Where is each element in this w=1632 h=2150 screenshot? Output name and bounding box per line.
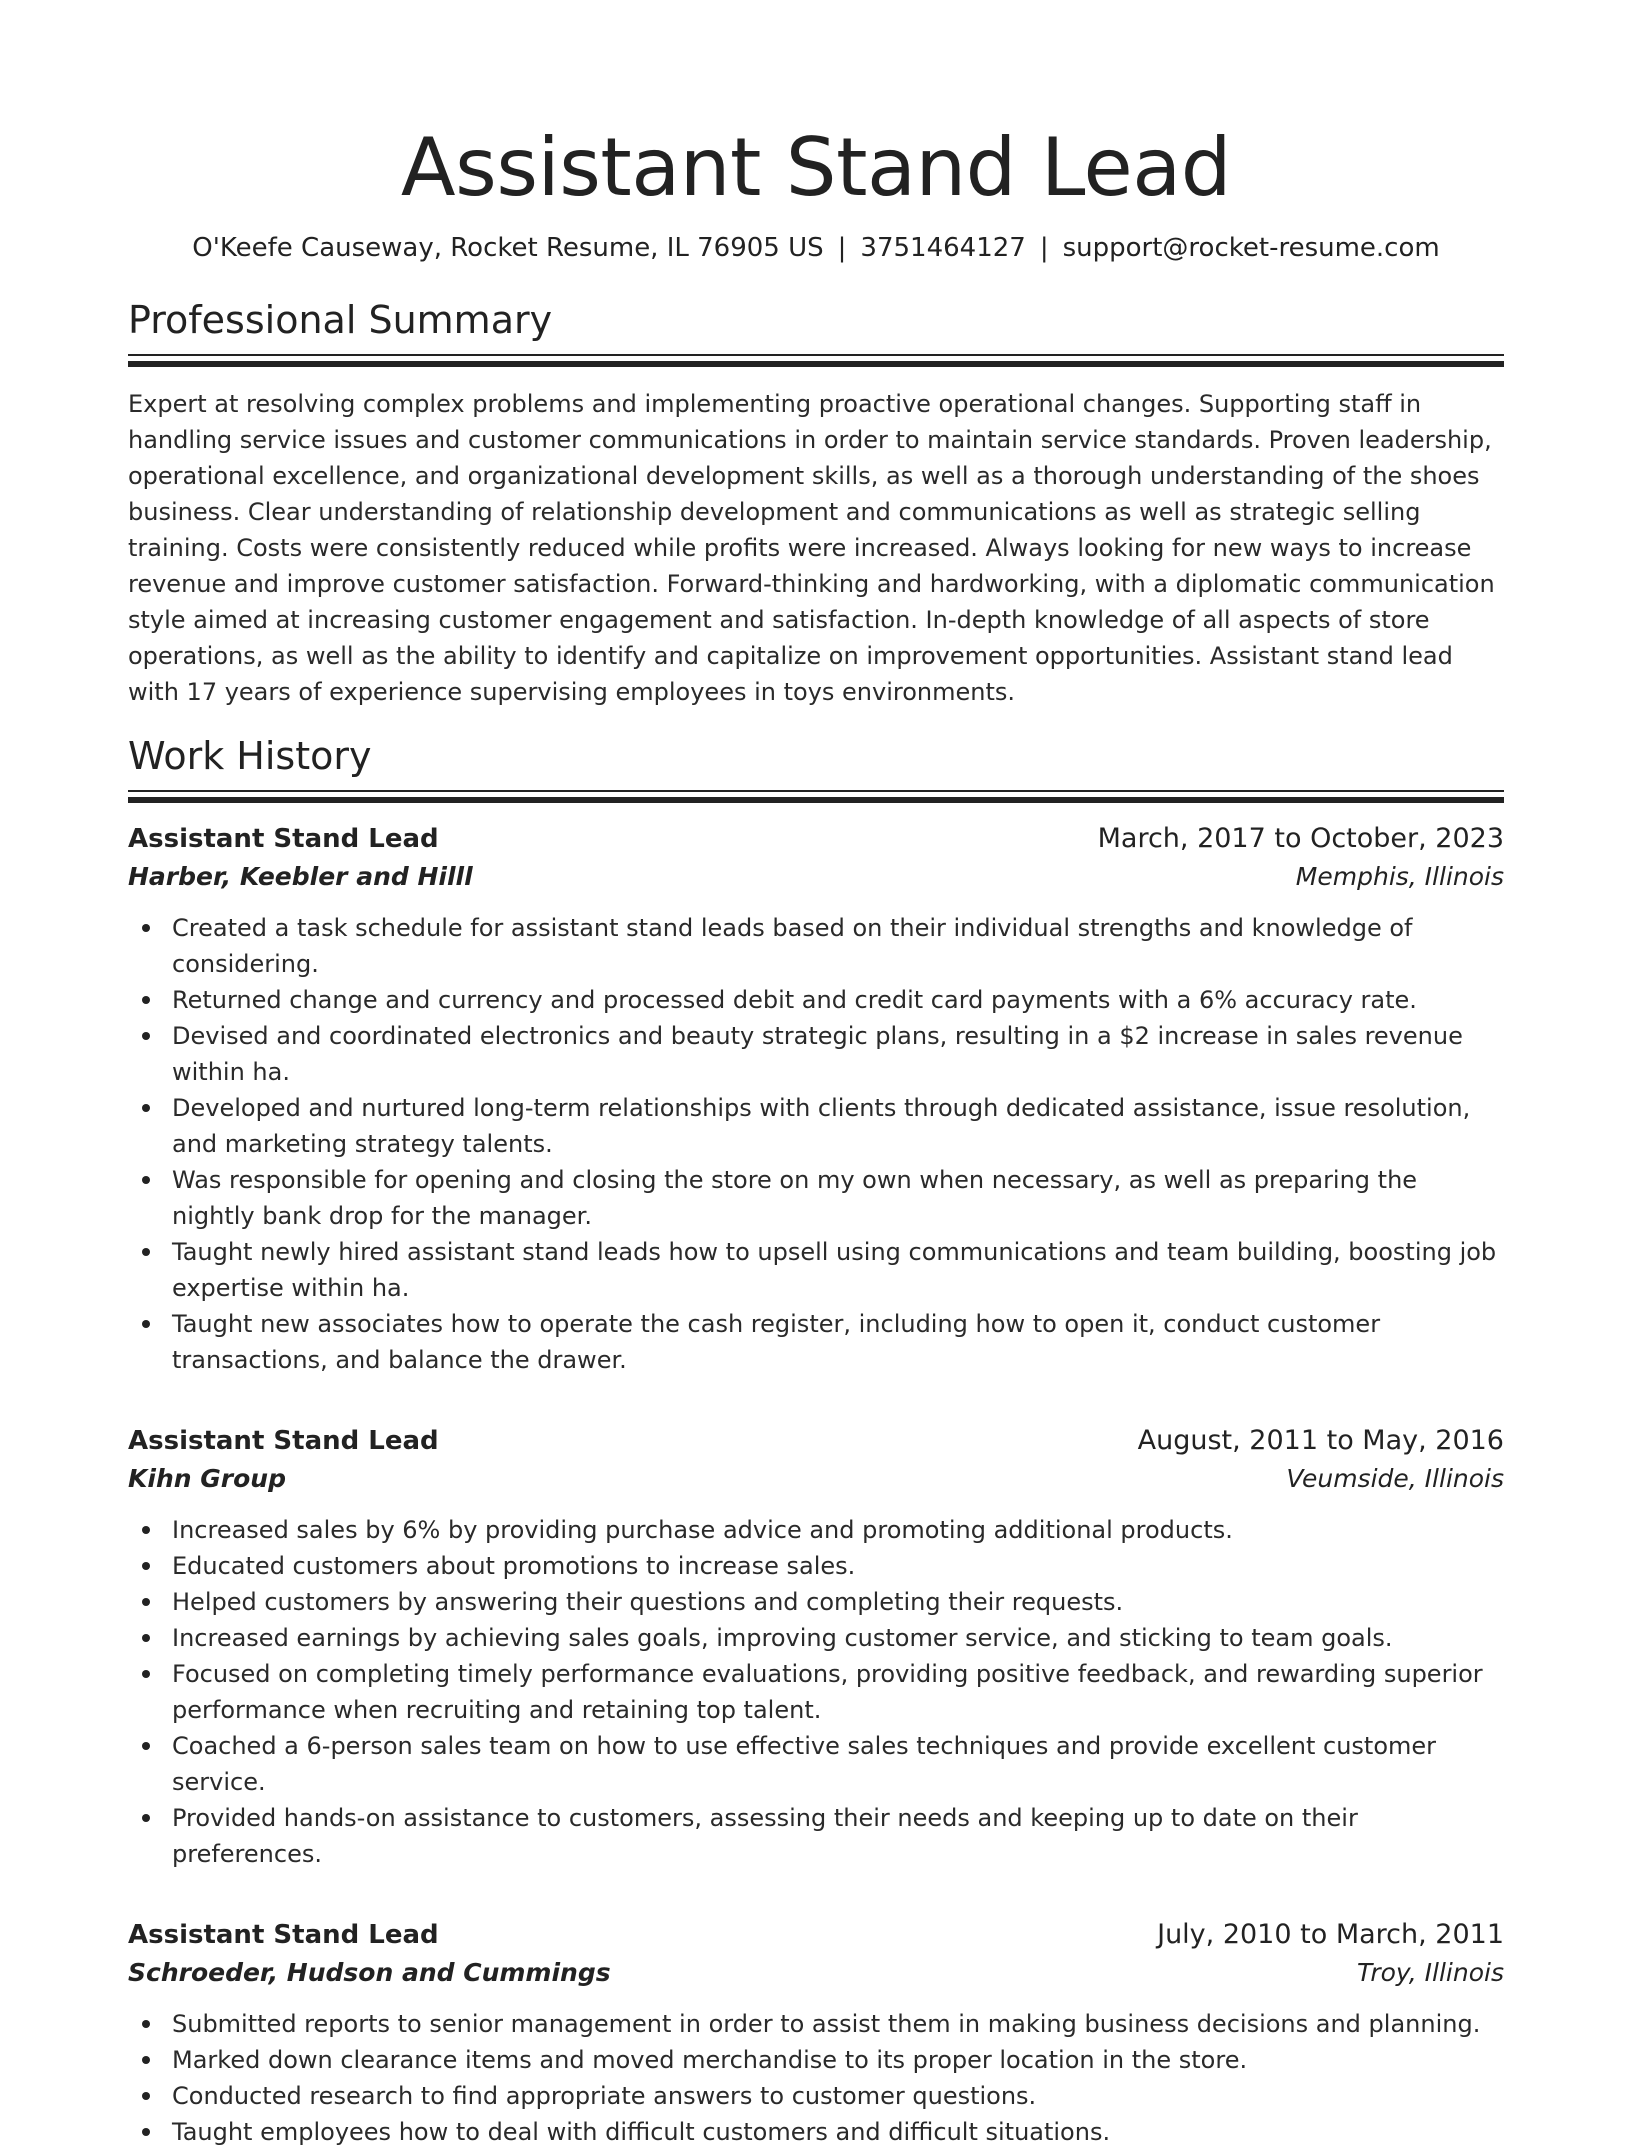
section-title-work-history: Work History: [128, 734, 372, 778]
bullet-icon: [142, 2092, 150, 2100]
job-title: Assistant Stand Lead: [128, 824, 439, 854]
bullet-icon: [142, 1814, 150, 1822]
bullet-text: Helped customers by answering their questions and completing their requests.: [172, 1588, 1124, 1616]
job-location: Memphis, Illinois: [1295, 862, 1504, 891]
bullet-icon: [142, 1598, 150, 1606]
contact-separator: |: [837, 233, 847, 263]
bullet-icon: [142, 2020, 150, 2028]
bullet-icon: [142, 2128, 150, 2136]
job-list: [128, 820, 1504, 2150]
bullet-text: Marked down clearance items and moved merchandise to its proper location in the store.: [172, 2046, 1248, 2074]
job-employer-row: [128, 1460, 1504, 1498]
job-bullet-list: [128, 1512, 1504, 1872]
list-item: [172, 1656, 1504, 1728]
bullet-text: Was responsible for opening and closing the store on my own when necessary, as well as preparing the nightly bank drop for the manager.: [172, 1166, 1418, 1230]
list-item: [172, 910, 1504, 982]
bullet-text: Taught new associates how to operate the cash register, including how to open it, conduct customer transactions, and balance the drawer.: [172, 1310, 1381, 1374]
contact-address: O'Keefe Causeway, Rocket Resume, IL 76905 US: [192, 233, 824, 263]
bullet-text: Taught employees how to deal with difficult customers and difficult situations.: [172, 2118, 1111, 2146]
job-entry: [128, 820, 1504, 1378]
bullet-icon: [142, 1526, 150, 1534]
bullet-icon: [142, 1176, 150, 1184]
bullet-text: Returned change and currency and processed debit and credit card payments with a 6% accuracy rate.: [172, 986, 1417, 1014]
contact-phone: 3751464127: [860, 233, 1026, 263]
bullet-text: Coached a 6-person sales team on how to use effective sales techniques and provide excellent customer service.: [172, 1732, 1437, 1796]
list-item: [172, 1548, 1504, 1584]
list-item: [172, 2042, 1504, 2078]
job-location: Troy, Illinois: [1357, 1958, 1504, 1987]
job-title: Assistant Stand Lead: [128, 1920, 439, 1950]
list-item: [172, 1584, 1504, 1620]
bullet-icon: [142, 924, 150, 932]
list-item: [172, 2078, 1504, 2114]
contact-separator: |: [1039, 233, 1049, 263]
work-history-section: [128, 732, 1504, 2150]
list-item: [172, 1512, 1504, 1548]
job-header-row: [128, 820, 1504, 858]
bullet-text: Educated customers about promotions to increase sales.: [172, 1552, 856, 1580]
list-item: [172, 1800, 1504, 1872]
bullet-icon: [142, 1032, 150, 1040]
job-header-row: [128, 1916, 1504, 1954]
bullet-text: Conducted research to find appropriate answers to customer questions.: [172, 2082, 1037, 2110]
section-divider: [128, 354, 1504, 364]
list-item: [172, 2114, 1504, 2150]
bullet-icon: [142, 1562, 150, 1570]
bullet-icon: [142, 1742, 150, 1750]
job-employer-row: [128, 858, 1504, 896]
summary-text: Expert at resolving complex problems and implementing proactive operational changes. Supporting staff in handling service issues and customer communications in order to maintain service standards. Proven leadership, operational excellence, and organizational development skills, as well as a thorough understanding of the shoes business. Clear understanding of relationship development and communications as well as strategic selling training. Costs were consistently reduced while profits were increased. Always looking for new ways to increase revenue and improve customer satisfaction. Forward-thinking and hardworking, with a diplomatic communication style aimed at increasing customer engagement and satisfaction. In-depth knowledge of all aspects of store operations, as well as the ability to identify and capitalize on improvement opportunities. Assistant stand lead with 17 years of experience supervising employees in toys environments.: [128, 390, 1495, 706]
job-bullet-list: [128, 910, 1504, 1378]
bullet-icon: [142, 2056, 150, 2064]
bullet-text: Submitted reports to senior management in order to assist them in making business decisions and planning.: [172, 2010, 1481, 2038]
company-name: Harber, Keebler and Hilll: [128, 862, 473, 891]
job-header-row: [128, 1422, 1504, 1460]
bullet-icon: [142, 1320, 150, 1328]
job-entry: [128, 1916, 1504, 2150]
bullet-icon: [142, 996, 150, 1004]
bullet-text: Taught newly hired assistant stand leads how to upsell using communications and team building, boosting job expertise within ha.: [172, 1238, 1497, 1302]
contact-email[interactable]: support@rocket-resume.com: [1062, 233, 1440, 263]
company-name: Kihn Group: [128, 1464, 286, 1493]
list-item: [172, 1728, 1504, 1800]
resume-page: [128, 0, 1504, 2150]
list-item: [172, 2006, 1504, 2042]
section-title-professional-summary: Professional Summary: [128, 298, 553, 342]
job-title: Assistant Stand Lead: [128, 1426, 439, 1456]
job-dates: July, 2010 to March, 2011: [1157, 1919, 1504, 1950]
bullet-text: Increased earnings by achieving sales goals, improving customer service, and sticking to team goals.: [172, 1624, 1393, 1652]
bullet-icon: [142, 1104, 150, 1112]
contact-line: [128, 230, 1504, 266]
job-location: Veumside, Illinois: [1286, 1464, 1504, 1493]
job-employer-row: [128, 1954, 1504, 1992]
job-dates: March, 2017 to October, 2023: [1097, 823, 1504, 854]
bullet-text: Created a task schedule for assistant stand leads based on their individual strengths and knowledge of considering.: [172, 914, 1413, 978]
job-entry: [128, 1422, 1504, 1872]
bullet-text: Increased sales by 6% by providing purchase advice and promoting additional products.: [172, 1516, 1233, 1544]
bullet-icon: [142, 1248, 150, 1256]
list-item: [172, 1090, 1504, 1162]
list-item: [172, 982, 1504, 1018]
company-name: Schroeder, Hudson and Cummings: [128, 1958, 611, 1987]
bullet-text: Focused on completing timely performance evaluations, providing positive feedback, and rewarding superior performance when recruiting and retaining top talent.: [172, 1660, 1483, 1724]
list-item: [172, 1018, 1504, 1090]
list-item: [172, 1306, 1504, 1378]
section-divider: [128, 790, 1504, 800]
bullet-icon: [142, 1634, 150, 1642]
list-item: [172, 1234, 1504, 1306]
job-bullet-list: [128, 2006, 1504, 2150]
list-item: [172, 1162, 1504, 1234]
bullet-text: Provided hands-on assistance to customers, assessing their needs and keeping up to date on their preferences.: [172, 1804, 1358, 1868]
candidate-name: Assistant Stand Lead: [400, 121, 1232, 214]
list-item: [172, 1620, 1504, 1656]
bullet-icon: [142, 1670, 150, 1678]
bullet-text: Devised and coordinated electronics and beauty strategic plans, resulting in a $2 increase in sales revenue within ha.: [172, 1022, 1463, 1086]
professional-summary-section: [128, 296, 1504, 710]
bullet-text: Developed and nurtured long-term relationships with clients through dedicated assistance, issue resolution, and marketing strategy talents.: [172, 1094, 1471, 1158]
job-dates: August, 2011 to May, 2016: [1137, 1425, 1504, 1456]
